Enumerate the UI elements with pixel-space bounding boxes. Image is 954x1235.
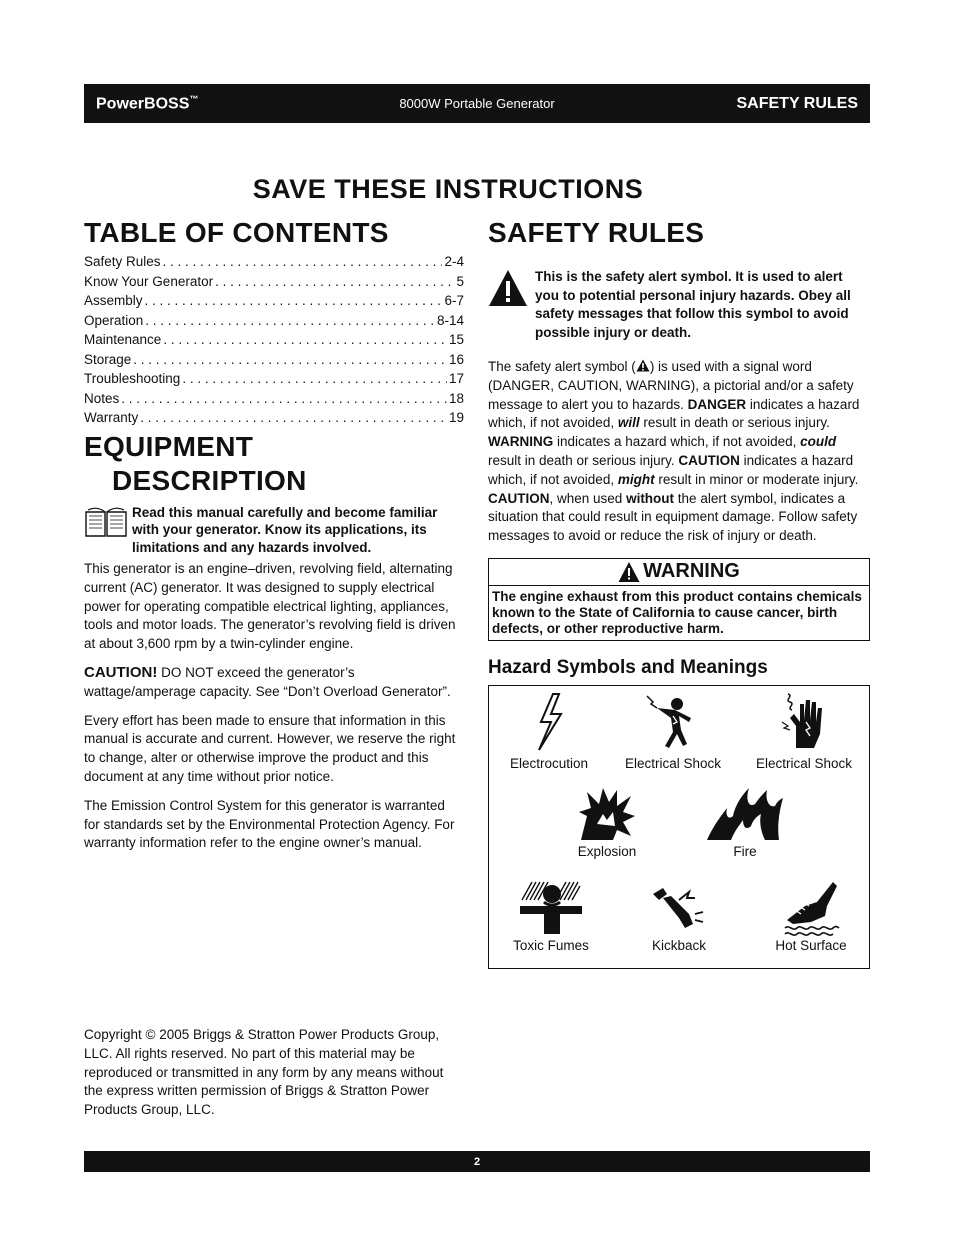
caution-paragraph: CAUTION! DO NOT exceed the generator’s wattage/amperage capacity. See “Don’t Overload Generator”. (84, 663, 451, 699)
toc-leader-dots (163, 332, 447, 347)
toc-leader-dots (121, 391, 447, 406)
toc-row (84, 274, 464, 294)
warning-label: WARNING (643, 560, 740, 583)
section-name: SAFETY RULES (736, 94, 858, 112)
safety-rules-title: SAFETY RULES (488, 217, 705, 248)
toc-row (84, 254, 464, 274)
safety-alert-text: This is the safety alert symbol. It is used to alert you to potential personal injury hazards. Obey all safety messages that follow this symbol to avoid possible injury or death. (535, 269, 851, 340)
warning-header (489, 559, 869, 586)
lightning-bolt-icon (529, 692, 569, 752)
toc-page: 18 (448, 390, 464, 406)
hazard-electrocution: Electrocution (489, 692, 609, 771)
hazard-kickback: Kickback (619, 880, 739, 953)
toc-leader-dots (145, 313, 435, 328)
copyright-text: Copyright © 2005 Briggs & Stratton Power Products Group, LLC. All rights reserved. No part of this material may be reproduced or transmitted in any form by any means without the express written permission of Briggs & Stratton Power Products Group, LLC. (84, 1027, 444, 1118)
toc-label: Warranty (84, 410, 139, 425)
toc-row (84, 352, 464, 372)
toc-page: 6-7 (444, 293, 464, 308)
hand-shock-icon (774, 692, 834, 752)
toc-row (84, 293, 464, 313)
right-column (488, 216, 870, 969)
toc-row (84, 371, 464, 391)
toc-leader-dots (140, 410, 447, 425)
toc-label: Know Your Generator (84, 273, 214, 289)
toc-leader-dots (145, 293, 443, 308)
toc-row (84, 313, 464, 333)
toc-label: Safety Rules (84, 254, 161, 269)
toc-page: 15 (448, 332, 464, 347)
toc-page: 16 (448, 351, 464, 367)
read-manual-notice (84, 504, 464, 557)
kickback-icon (649, 880, 709, 936)
toc-label: Operation (84, 312, 144, 328)
page-title: SAVE THESE INSTRUCTIONS (252, 174, 644, 204)
toc-row (84, 391, 464, 411)
explosion-icon (577, 786, 637, 842)
toc-label: Notes (84, 390, 120, 406)
hazard-electrical-shock-person: Electrical Shock (613, 692, 733, 771)
fire-icon (705, 786, 785, 842)
person-shock-icon (643, 692, 703, 752)
page-number: 2 (473, 1155, 481, 1168)
toc-leader-dots (163, 254, 443, 269)
toxic-fumes-icon (516, 880, 586, 936)
toc-row (84, 332, 464, 352)
table-of-contents (84, 254, 464, 430)
hazard-symbols-box (488, 685, 870, 969)
toc-label: Maintenance (84, 332, 162, 347)
toc-label: Storage (84, 351, 132, 367)
hazard-electrical-shock-hand: Electrical Shock (744, 692, 864, 771)
toc-row (84, 410, 464, 430)
product-name: 8000W Portable Generator (399, 96, 555, 111)
hot-surface-icon (781, 880, 841, 936)
toc-leader-dots (133, 352, 447, 367)
book-icon (84, 506, 128, 538)
toc-leader-dots (215, 274, 454, 289)
hazard-fire: Fire (685, 786, 805, 859)
safety-alert-icon (488, 268, 528, 308)
toc-page: 8-14 (436, 312, 464, 328)
toc-label: Assembly (84, 293, 143, 308)
signal-words-paragraph: The safety alert symbol ( ) is used with a signal word (DANGER, CAUTION, WARNING), a pictorial and/or a safety message to alert you to hazards. DANGER indicates a hazard which, if not avoided, will result in death or serious injury. WARNING indicates a hazard which, if not avoided, could result in death or serious injury. CAUTION indicates a hazard which, if not avoided, might result in minor or moderate injury. CAUTION, when used without the alert symbol, indicates a situation that could result in equipment damage. Follow safety messages to avoid or reduce the risk of injury or death. (488, 359, 860, 544)
inline-alert-icon (636, 359, 650, 372)
warning-text: The engine exhaust from this product contains chemicals known to the State of California to cause cancer, birth defects, or other reproductive harm. (492, 588, 862, 636)
brand-name: PowerBOSS™ (96, 93, 199, 113)
equipment-paragraph-3: The Emission Control System for this generator is warranted for standards set by the Environmental Protection Agency. For warranty information refer to the engine owner’s manual. (84, 797, 455, 851)
safety-alert-notice (488, 268, 870, 342)
left-column (84, 216, 464, 853)
toc-page: 17 (448, 371, 464, 386)
header-bar (84, 84, 870, 123)
toc-page: 2-4 (444, 254, 464, 269)
toc-page: 5 (456, 273, 464, 289)
california-warning-box (488, 558, 870, 641)
toc-page: 19 (448, 410, 464, 425)
equipment-title: EQUIPMENT DESCRIPTION (84, 430, 307, 496)
toc-label: Troubleshooting (84, 371, 181, 386)
equipment-paragraph-1: This generator is an engine–driven, revolving field, alternating current (AC) generator. It was designed to supply electrical power for operating compatible electrical lighting, appliances, tools and motor loads. The generator’s revolving field is driven at about 3,600 rpm by a twin-cylinder engine. (84, 561, 456, 652)
warning-alert-icon (618, 561, 640, 583)
read-notice-text: Read this manual carefully and become familiar with your generator. Know its applications, its limitations and any hazards involved. (132, 504, 438, 555)
hazard-toxic-fumes: Toxic Fumes (491, 880, 611, 953)
hazard-explosion: Explosion (547, 786, 667, 859)
footer-bar (84, 1151, 870, 1172)
equipment-paragraph-2: Every effort has been made to ensure that information in this manual is accurate and current. However, we reserve the right to change, alter or otherwise improve the product and this document at any time without prior notice. (84, 712, 456, 784)
toc-title: TABLE OF CONTENTS (84, 217, 389, 248)
hazard-symbols-title: Hazard Symbols and Meanings (488, 656, 768, 678)
hazard-hot-surface: Hot Surface (751, 880, 871, 953)
toc-leader-dots (182, 371, 447, 386)
